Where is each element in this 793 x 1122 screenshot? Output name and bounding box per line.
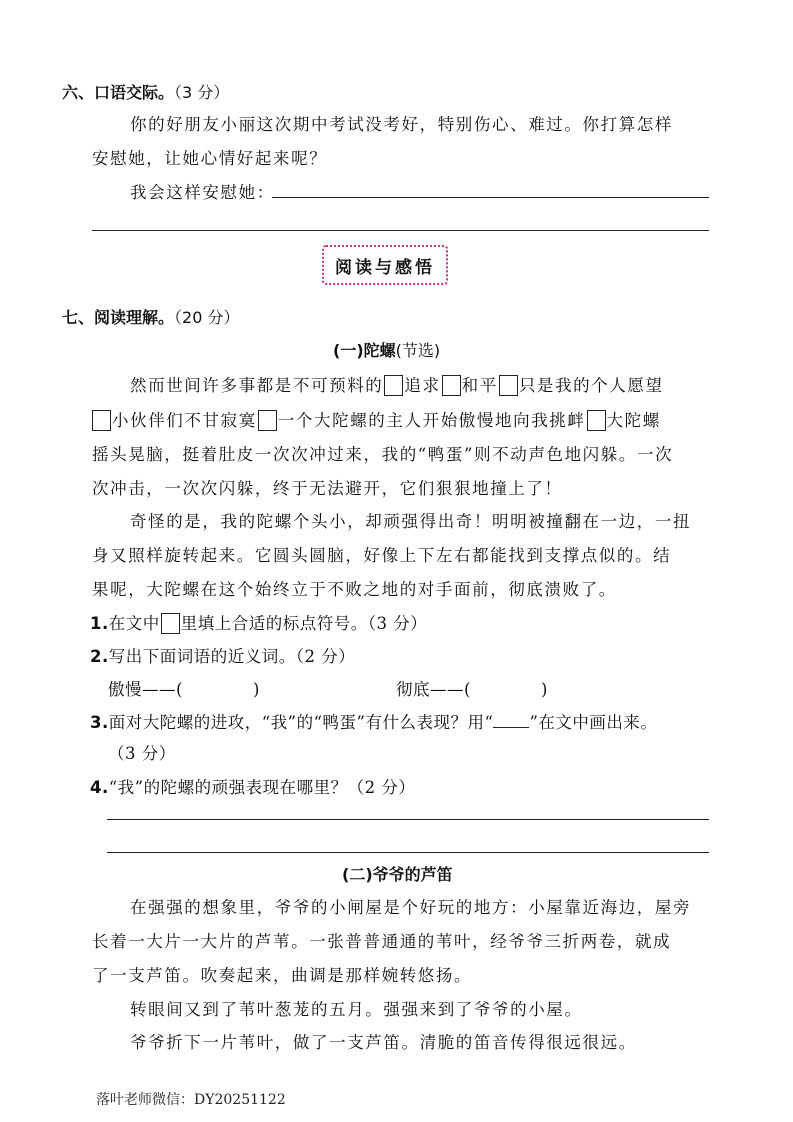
passage-1-title	[333, 338, 440, 361]
reading-section-banner	[322, 245, 448, 285]
synonym-word: 彻底——(	[396, 680, 471, 699]
question-3-points: （3 分）	[108, 744, 176, 763]
punctuation-box[interactable]	[442, 375, 461, 396]
question-3	[90, 709, 657, 733]
section-6-title: 六、口语交际。	[62, 83, 175, 102]
text-segment: 大陀螺	[606, 411, 661, 430]
passage-2-line-4: 转眼间又到了苇叶葱茏的五月。强强来到了爷爷的小屋。	[130, 1000, 583, 1019]
section-6-prompt-line-1: 你的好朋友小丽这次期中考试没考好，特别伤心、难过。你打算怎样	[130, 115, 673, 134]
text-segment: 然而世间许多事都是不可预料的	[130, 376, 384, 395]
passage-2-line-2: 长着一大片一大片的芦苇。一张普普通通的苇叶，经爷爷三折两卷，就成	[92, 932, 672, 951]
passage-2-line-3: 了一支芦笛。吹奏起来，曲调是那样婉转悠扬。	[92, 966, 473, 985]
punctuation-box[interactable]	[258, 410, 277, 431]
punctuation-box[interactable]	[499, 375, 518, 396]
passage-1-title-note: (节选)	[395, 341, 441, 360]
question-number: 4.	[90, 778, 109, 797]
question-number: 2.	[90, 647, 109, 666]
passage-1-line-3: 摇头晃脑，挺着肚皮一次次冲过来，我的“鸭蛋”则不动声色地闪躲。一次	[92, 445, 674, 464]
text-segment: 小伙伴们不甘寂寞	[112, 411, 257, 430]
section-6-answer-label: 我会这样安慰她：	[130, 183, 275, 202]
passage-2-title: (二)爷爷的芦笛	[342, 865, 453, 884]
question-number: 3.	[90, 713, 109, 732]
question-4	[90, 774, 415, 798]
synonym-word: 傲慢——(	[108, 680, 183, 699]
section-7-heading	[62, 305, 239, 328]
punctuation-box[interactable]	[384, 375, 403, 396]
question-text: “我”的陀螺的顽强表现在哪里？（2 分）	[108, 778, 416, 797]
passage-2-line-1: 在强强的想象里，爷爷的小闸屋是个好玩的地方：小屋靠近海边，屋旁	[130, 898, 692, 917]
punctuation-box-example	[161, 613, 180, 634]
passage-1-line-4: 次冲击，一次次闪躲，终于无法避开，它们狠狠地撞上了！	[92, 479, 563, 498]
section-6-heading	[62, 80, 229, 103]
passage-1-line-7: 果呢，大陀螺在这个始终立于不败之地的对手面前，彻底溃败了。	[92, 580, 617, 599]
punctuation-box[interactable]	[92, 410, 111, 431]
answer-line-3[interactable]	[107, 819, 709, 820]
text-segment: 追求	[404, 376, 441, 395]
synonym-pair-1	[108, 676, 260, 700]
underline-sample	[493, 713, 529, 728]
synonym-close: )	[540, 680, 548, 699]
question-number: 1.	[90, 614, 109, 633]
section-6-prompt-line-2: 安慰她，让她心情好起来呢？	[92, 149, 328, 168]
passage-1-line-6: 身又照样旋转起来。它圆头圆脑，好像上下左右都能找到支撑点似的。结	[92, 546, 672, 565]
answer-line-2[interactable]	[92, 230, 709, 231]
punctuation-box[interactable]	[587, 410, 606, 431]
text-segment: 一个大陀螺的主人开始傲慢地向我挑衅	[277, 411, 586, 430]
answer-line-4[interactable]	[107, 852, 709, 853]
synonym-close: )	[252, 680, 260, 699]
section-6-points: （3 分）	[174, 83, 230, 102]
question-text: 在文中	[108, 614, 160, 633]
banner-text: 阅读与感悟	[335, 257, 435, 278]
passage-1-line-1	[130, 372, 664, 396]
question-text: 里填上合适的标点符号。（3 分）	[180, 614, 428, 633]
question-text: ”在文中画出来。	[529, 713, 658, 732]
section-7-title: 七、阅读理解。	[62, 308, 175, 327]
question-text: 面对大陀螺的进攻，“我”的“鸭蛋”有什么表现？用“	[108, 713, 494, 732]
question-text: 写出下面词语的近义词。（2 分）	[108, 647, 356, 666]
synonym-pair-2	[396, 676, 548, 700]
text-segment: 只是我的个人愿望	[518, 376, 664, 395]
passage-1-line-5: 奇怪的是，我的陀螺个头小，却顽强得出奇！明明被撞翻在一边，一扭	[130, 512, 692, 531]
passage-2-line-5: 爷爷折下一片苇叶，做了一支芦笛。清脆的笛音传得很远很远。	[130, 1033, 637, 1052]
question-1	[90, 610, 427, 634]
answer-line-1[interactable]	[272, 197, 709, 198]
passage-1-line-2	[91, 407, 661, 431]
text-segment: 和平	[461, 376, 498, 395]
footer-watermark: 落叶老师微信：DY20251122	[96, 1092, 286, 1108]
passage-1-title-text: (一)陀螺	[333, 341, 396, 360]
section-7-points: （20 分）	[174, 308, 240, 327]
question-2	[90, 643, 355, 667]
